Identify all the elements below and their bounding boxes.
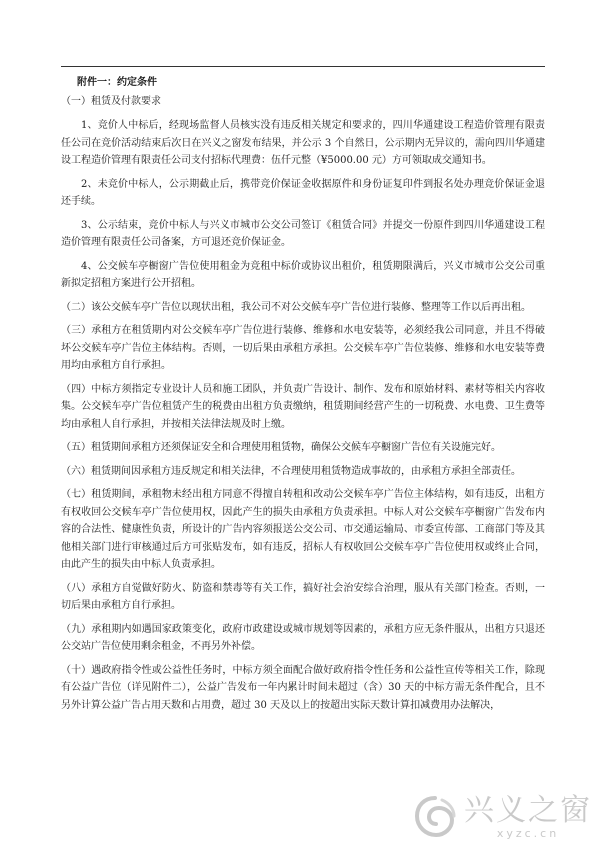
appendix-heading: 附件一：约定条件: [77, 77, 157, 88]
section-6: （六）租赁期间因承租方违反规定和相关法律，不合理使用租赁物造成事故的，由承租方承担全部责任。: [61, 465, 521, 477]
section-5: （五）租赁期间承租方还须保证安全和合理使用租赁物，确保公交候车亭橱窗广告位有关设施完好。: [61, 442, 501, 453]
document-body: [61, 74, 545, 720]
section-3: （三）承租方在租赁期内对公交候车亭广告位进行装修、维修和水电安装等，必须经我公司同意，并且不得破坏公交候车亭广告位主体结构。否则，一切后果由承租方承担。公交候车亭广告位装修、维修和水电安装等费用均由承租方自行承担。: [61, 325, 545, 371]
paragraph-3: 3、公示结束，竞价中标人与兴义市城市公交公司签订《租赁合同》并提交一份原件到四川华通建设工程造价管理有限责任公司备案，方可退还竞价保证金。: [61, 219, 545, 248]
section-2: （二）该公交候车亭广告位以现状出租，我公司不对公交候车亭广告位进行装修、整理等工作以后再出租。: [61, 301, 531, 313]
section-1-title: （一）租赁及付款要求: [61, 95, 161, 107]
paragraph-4: 4、公交候车亭橱窗广告位使用租金为竞租中标价或协议出租价，租赁期限满后，兴义市城市公交公司重新拟定招租方案进行公开招租。: [61, 260, 545, 289]
paragraph-1: 1、竞价人中标后，经现场监督人员核实没有违反相关规定和要求的，四川华通建设工程造价管理有限责任公司在竞价活动结束后次日在兴义之窗发布结果，并公示 3 个自然日，公示期内无异议的，需向四川华通建设工程造价管理有限责任公司支付招标代理费：伍仟元整（¥5000.00 元）方可领取成交通知书。: [61, 120, 545, 166]
section-7: （七）租赁期间，承租物未经出租方同意不得擅自转租和改动公交候车亭广告位主体结构，如有违反，出租方有权收回公交候车亭广告位使用权，因此产生的损失由承租方负责承担。中标人对公交候车亭橱窗广告发布内容的合法性、健康性负责，所设计的广告内容须报送公交公司、市交通运输局、市委宣传部、工商部门等及其他相关部门进行审核通过后方可张贴发布，如有违反，招标人有权收回公交候车亭广告位使用权或终止合同，由此产生的损失由中标人负责承担。: [61, 489, 545, 570]
watermark-text-en: xyzc.cn: [496, 826, 560, 840]
swirl-logo-icon: [412, 794, 458, 840]
section-4: （四）中标方须指定专业设计人员和施工团队，并负责广告设计、制作、发布和原始材料、素材等相关内容收集。公交候车亭广告位租赁产生的税费由出租方负责缴纳，租赁期间经营产生的一切税费、水电费、卫生费等均由承租人自行承担，并按相关法律法规及时上缴。: [61, 383, 545, 430]
section-9: （九）承租期内如遇国家政策变化，政府市政建设或城市规划等因素的，承租方应无条件服从，出租方只退还公交站广告位使用剩余租金，不再另外补偿。: [61, 623, 545, 652]
paragraph-2: 2、未竞价中标人，公示期截止后，携带竞价保证金收据原件和身份证复印件到报名处办理竞价保证金退还手续。: [61, 178, 545, 207]
header-rule: [61, 66, 545, 67]
section-8: （八）承租方自觉做好防火、防盗和禁毒等有关工作，搞好社会治安综合治理，服从有关部门检查。否则，一切后果由承租方自行承担。: [61, 582, 545, 611]
section-10: （十）遇政府指令性或公益性任务时，中标方须全面配合做好政府指令性任务和公益性宣传等相关工作，除现有公益广告位（详见附件二），公益广告发布一年内累计时间未超过（含）30 天的中标方需无条件配合，且不另外计算公益广告占用天数和占用费，超过 30 天及以上的按超出实际天数计算扣减费用办法解决，: [61, 664, 545, 711]
watermark-text-cn: 兴义之窗: [464, 792, 592, 828]
site-watermark: [412, 794, 592, 840]
